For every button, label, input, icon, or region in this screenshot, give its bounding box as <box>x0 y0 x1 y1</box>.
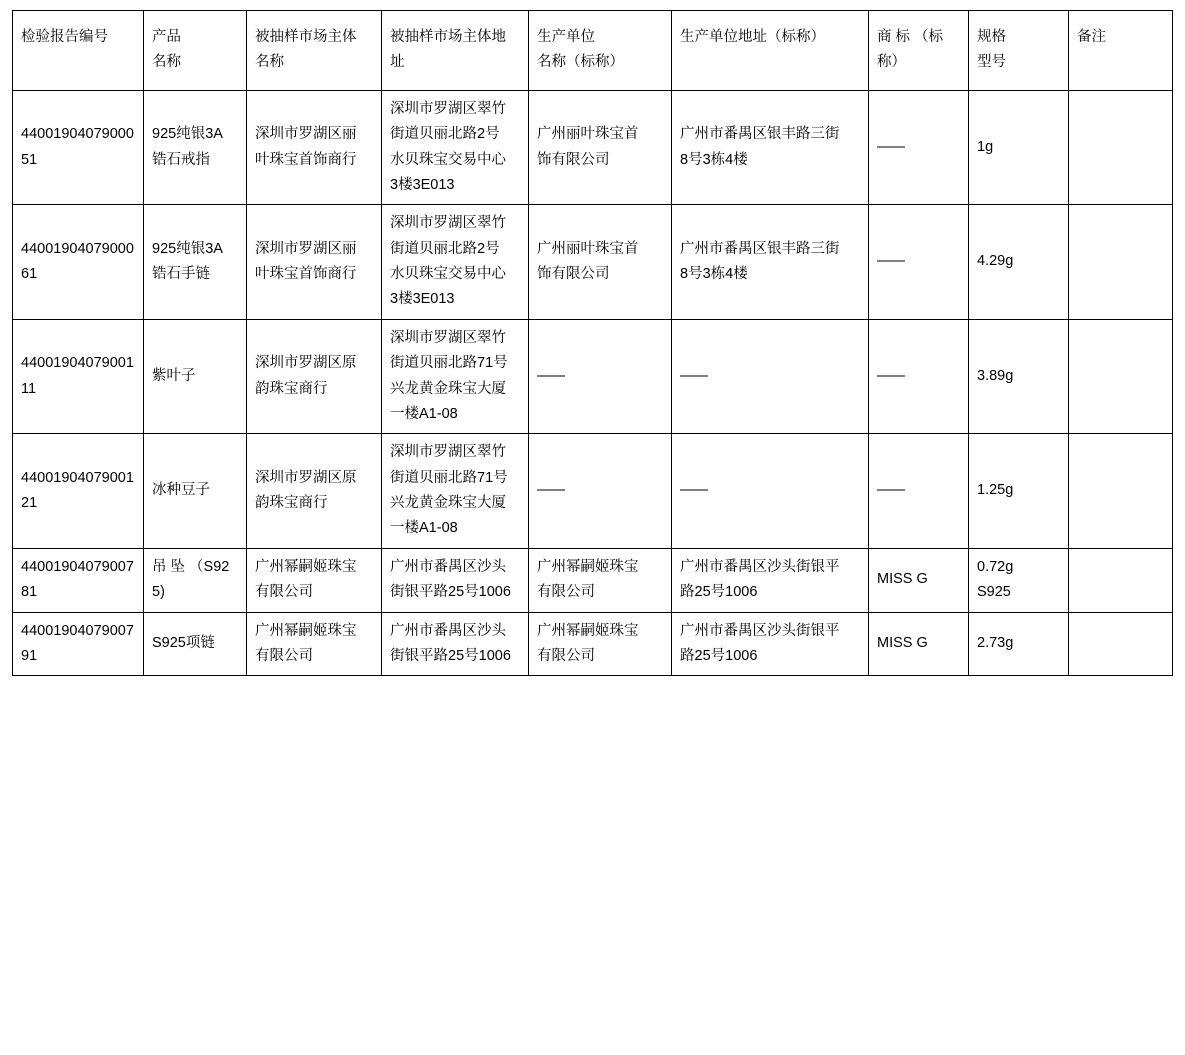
table-body <box>13 90 1173 676</box>
cell-line: 街道贝丽北路71号 <box>390 355 508 372</box>
cell-manufacturer-address <box>672 612 869 676</box>
cell-spec-model <box>969 548 1069 612</box>
cell-sampled-entity-address <box>382 205 529 320</box>
cell-line: 8号3栋4楼 <box>680 266 748 282</box>
cell-manufacturer-name <box>529 319 672 434</box>
cell-remark <box>1069 434 1173 549</box>
cell-trademark <box>869 548 969 612</box>
cell-manufacturer-name <box>529 90 672 205</box>
cell-manufacturer-name <box>529 434 672 549</box>
cell-line: 叶珠宝首饰商行 <box>255 266 357 282</box>
cell-line: —— <box>877 138 904 155</box>
cell-trademark <box>869 205 969 320</box>
cell-sampled-entity-name <box>247 205 382 320</box>
cell-line: 深圳市罗湖区原 <box>255 469 357 486</box>
cell-trademark <box>869 319 969 434</box>
cell-line: 街道贝丽北路2号 <box>390 126 500 143</box>
cell-line: 广州市番禺区沙头 <box>390 622 506 639</box>
cell-line: 有限公司 <box>255 647 313 664</box>
cell-line: 紫叶子 <box>152 367 196 384</box>
cell-sampled-entity-name <box>247 434 382 549</box>
cell-line: 深圳市罗湖区丽 <box>255 240 357 257</box>
cell-line: 有限公司 <box>255 584 313 601</box>
cell-line: 深圳市罗湖区原 <box>255 355 357 372</box>
column-header-trademark <box>869 11 969 91</box>
cell-line: MISS G <box>877 571 928 588</box>
cell-manufacturer-address <box>672 90 869 205</box>
cell-line: 深圳市罗湖区翠竹 <box>390 215 506 232</box>
cell-line: 饰有限公司 <box>537 151 610 168</box>
cell-line: 有限公司 <box>537 647 595 664</box>
cell-line: 925纯银3A <box>152 126 223 143</box>
header-line: 被抽样市场主体 <box>255 29 357 45</box>
cell-line: 4400190407900051 <box>21 126 134 168</box>
cell-line: 4400190407900791 <box>21 622 134 664</box>
cell-line: 有限公司 <box>537 584 595 601</box>
cell-line: 深圳市罗湖区翠竹 <box>390 444 506 461</box>
cell-product-name <box>144 434 247 549</box>
cell-line: —— <box>537 367 564 384</box>
cell-line: 4400190407900781 <box>21 558 134 601</box>
cell-line: 广州市番禺区沙头街银平 <box>680 622 840 639</box>
cell-remark <box>1069 548 1173 612</box>
table-row <box>13 90 1173 205</box>
cell-line: 4400190407900111 <box>21 355 134 397</box>
cell-product-name <box>144 548 247 612</box>
table-row <box>13 319 1173 434</box>
cell-line: 兴龙黄金珠宝大厦 <box>390 380 506 397</box>
cell-line: 广州市番禺区沙头 <box>390 558 506 575</box>
cell-product-name <box>144 612 247 676</box>
cell-line: 深圳市罗湖区翠竹 <box>390 329 506 346</box>
cell-line: 0.72g <box>977 558 1014 575</box>
cell-sampled-entity-address <box>382 548 529 612</box>
cell-report-no <box>13 90 144 205</box>
cell-line: 广州幂嗣姬珠宝 <box>537 558 639 575</box>
cell-line: 叶珠宝首饰商行 <box>255 151 357 168</box>
cell-line: 8号3栋4楼 <box>680 151 748 168</box>
header-line: 名称 <box>255 54 284 71</box>
cell-remark <box>1069 612 1173 676</box>
cell-sampled-entity-address <box>382 434 529 549</box>
column-header-spec-model <box>969 11 1069 91</box>
cell-sampled-entity-name <box>247 548 382 612</box>
cell-line: 4400190407900121 <box>21 469 134 511</box>
column-header-product-name <box>144 11 247 91</box>
cell-line: 一楼A1-08 <box>390 405 458 422</box>
cell-line: 锆石手链 <box>152 266 210 282</box>
header-line: 生产单位 <box>537 29 595 45</box>
cell-line: S925 <box>977 584 1011 601</box>
cell-line: 3楼3E013 <box>390 291 455 308</box>
table-header-row <box>13 11 1173 91</box>
cell-sampled-entity-address <box>382 319 529 434</box>
cell-line: 广州幂嗣姬珠宝 <box>255 558 357 575</box>
cell-line: —— <box>680 482 707 499</box>
cell-report-no <box>13 319 144 434</box>
cell-report-no <box>13 612 144 676</box>
cell-manufacturer-name <box>529 548 672 612</box>
cell-remark <box>1069 90 1173 205</box>
cell-product-name <box>144 90 247 205</box>
cell-line: 水贝珠宝交易中心 <box>390 266 506 282</box>
cell-remark <box>1069 205 1173 320</box>
cell-line: 广州幂嗣姬珠宝 <box>537 622 639 639</box>
cell-trademark <box>869 434 969 549</box>
table-header <box>13 11 1173 91</box>
cell-trademark <box>869 90 969 205</box>
cell-line: 街银平路25号1006 <box>390 584 511 601</box>
header-line: 检验报告编号 <box>21 29 108 45</box>
cell-manufacturer-address <box>672 434 869 549</box>
cell-spec-model <box>969 612 1069 676</box>
cell-line: 一楼A1-08 <box>390 520 458 537</box>
cell-manufacturer-address <box>672 205 869 320</box>
header-line: 备注 <box>1077 29 1106 45</box>
cell-line: —— <box>537 482 564 499</box>
cell-line: 广州市番禺区银丰路三街 <box>680 240 840 257</box>
cell-sampled-entity-address <box>382 612 529 676</box>
table-row <box>13 548 1173 612</box>
cell-line: 4.29g <box>977 253 1014 270</box>
cell-sampled-entity-address <box>382 90 529 205</box>
table-row <box>13 205 1173 320</box>
table-row <box>13 612 1173 676</box>
header-line: 规格 <box>977 29 1006 45</box>
cell-line: 广州市番禺区沙头街银平 <box>680 558 840 575</box>
header-line: 生产单位地址（标称） <box>680 29 825 45</box>
cell-remark <box>1069 319 1173 434</box>
cell-line: 吊 坠 （S925) <box>152 558 230 601</box>
cell-line: 广州幂嗣姬珠宝 <box>255 622 357 639</box>
cell-line: 1g <box>977 138 994 155</box>
cell-spec-model <box>969 205 1069 320</box>
cell-line: 4400190407900061 <box>21 240 134 282</box>
cell-line: 水贝珠宝交易中心 <box>390 151 506 168</box>
cell-line: 街道贝丽北路71号 <box>390 469 508 486</box>
cell-line: 广州丽叶珠宝首 <box>537 126 639 143</box>
cell-line: 925纯银3A <box>152 240 223 257</box>
cell-line: 兴龙黄金珠宝大厦 <box>390 495 506 511</box>
cell-sampled-entity-name <box>247 90 382 205</box>
cell-line: 深圳市罗湖区丽 <box>255 126 357 143</box>
table-row <box>13 434 1173 549</box>
cell-report-no <box>13 434 144 549</box>
cell-line: —— <box>877 367 904 384</box>
cell-line: —— <box>877 482 904 499</box>
header-line: 名称（标称） <box>537 54 624 71</box>
header-line: 产品 <box>152 29 181 45</box>
cell-line: 韵珠宝商行 <box>255 380 328 397</box>
cell-line: 锆石戒指 <box>152 151 210 168</box>
cell-line: 街银平路25号1006 <box>390 647 511 664</box>
cell-line: 3楼3E013 <box>390 176 455 193</box>
cell-sampled-entity-name <box>247 612 382 676</box>
header-line: 型号 <box>977 54 1006 71</box>
cell-line: 路25号1006 <box>680 647 758 664</box>
cell-line: 广州市番禺区银丰路三街 <box>680 126 840 143</box>
cell-line: —— <box>680 367 707 384</box>
cell-line: 广州丽叶珠宝首 <box>537 240 639 257</box>
column-header-sampled-entity-name <box>247 11 382 91</box>
cell-trademark <box>869 612 969 676</box>
header-line: 商 标 （标 <box>877 29 944 45</box>
column-header-sampled-entity-address <box>382 11 529 91</box>
cell-sampled-entity-name <box>247 319 382 434</box>
cell-line: 饰有限公司 <box>537 266 610 282</box>
cell-line: 3.89g <box>977 367 1014 384</box>
cell-line: 街道贝丽北路2号 <box>390 240 500 257</box>
column-header-manufacturer-name <box>529 11 672 91</box>
column-header-manufacturer-address <box>672 11 869 91</box>
cell-line: 路25号1006 <box>680 584 758 601</box>
header-line: 名称 <box>152 54 181 71</box>
column-header-remark <box>1069 11 1173 91</box>
header-line: 址 <box>390 54 405 71</box>
cell-report-no <box>13 548 144 612</box>
cell-line: 冰种豆子 <box>152 482 210 499</box>
cell-product-name <box>144 319 247 434</box>
cell-line: S925项链 <box>152 635 215 652</box>
column-header-report-no <box>13 11 144 91</box>
cell-line: 韵珠宝商行 <box>255 495 328 511</box>
cell-product-name <box>144 205 247 320</box>
cell-manufacturer-address <box>672 319 869 434</box>
header-line: 被抽样市场主体地 <box>390 29 506 45</box>
cell-manufacturer-address <box>672 548 869 612</box>
cell-line: 1.25g <box>977 482 1014 499</box>
cell-manufacturer-name <box>529 205 672 320</box>
cell-line: 2.73g <box>977 635 1014 652</box>
inspection-report-table <box>12 10 1173 676</box>
cell-manufacturer-name <box>529 612 672 676</box>
cell-spec-model <box>969 434 1069 549</box>
cell-line: —— <box>877 253 904 270</box>
cell-report-no <box>13 205 144 320</box>
cell-line: 深圳市罗湖区翠竹 <box>390 100 506 117</box>
cell-line: MISS G <box>877 635 928 652</box>
cell-spec-model <box>969 319 1069 434</box>
header-line: 称） <box>877 54 906 71</box>
cell-spec-model <box>969 90 1069 205</box>
